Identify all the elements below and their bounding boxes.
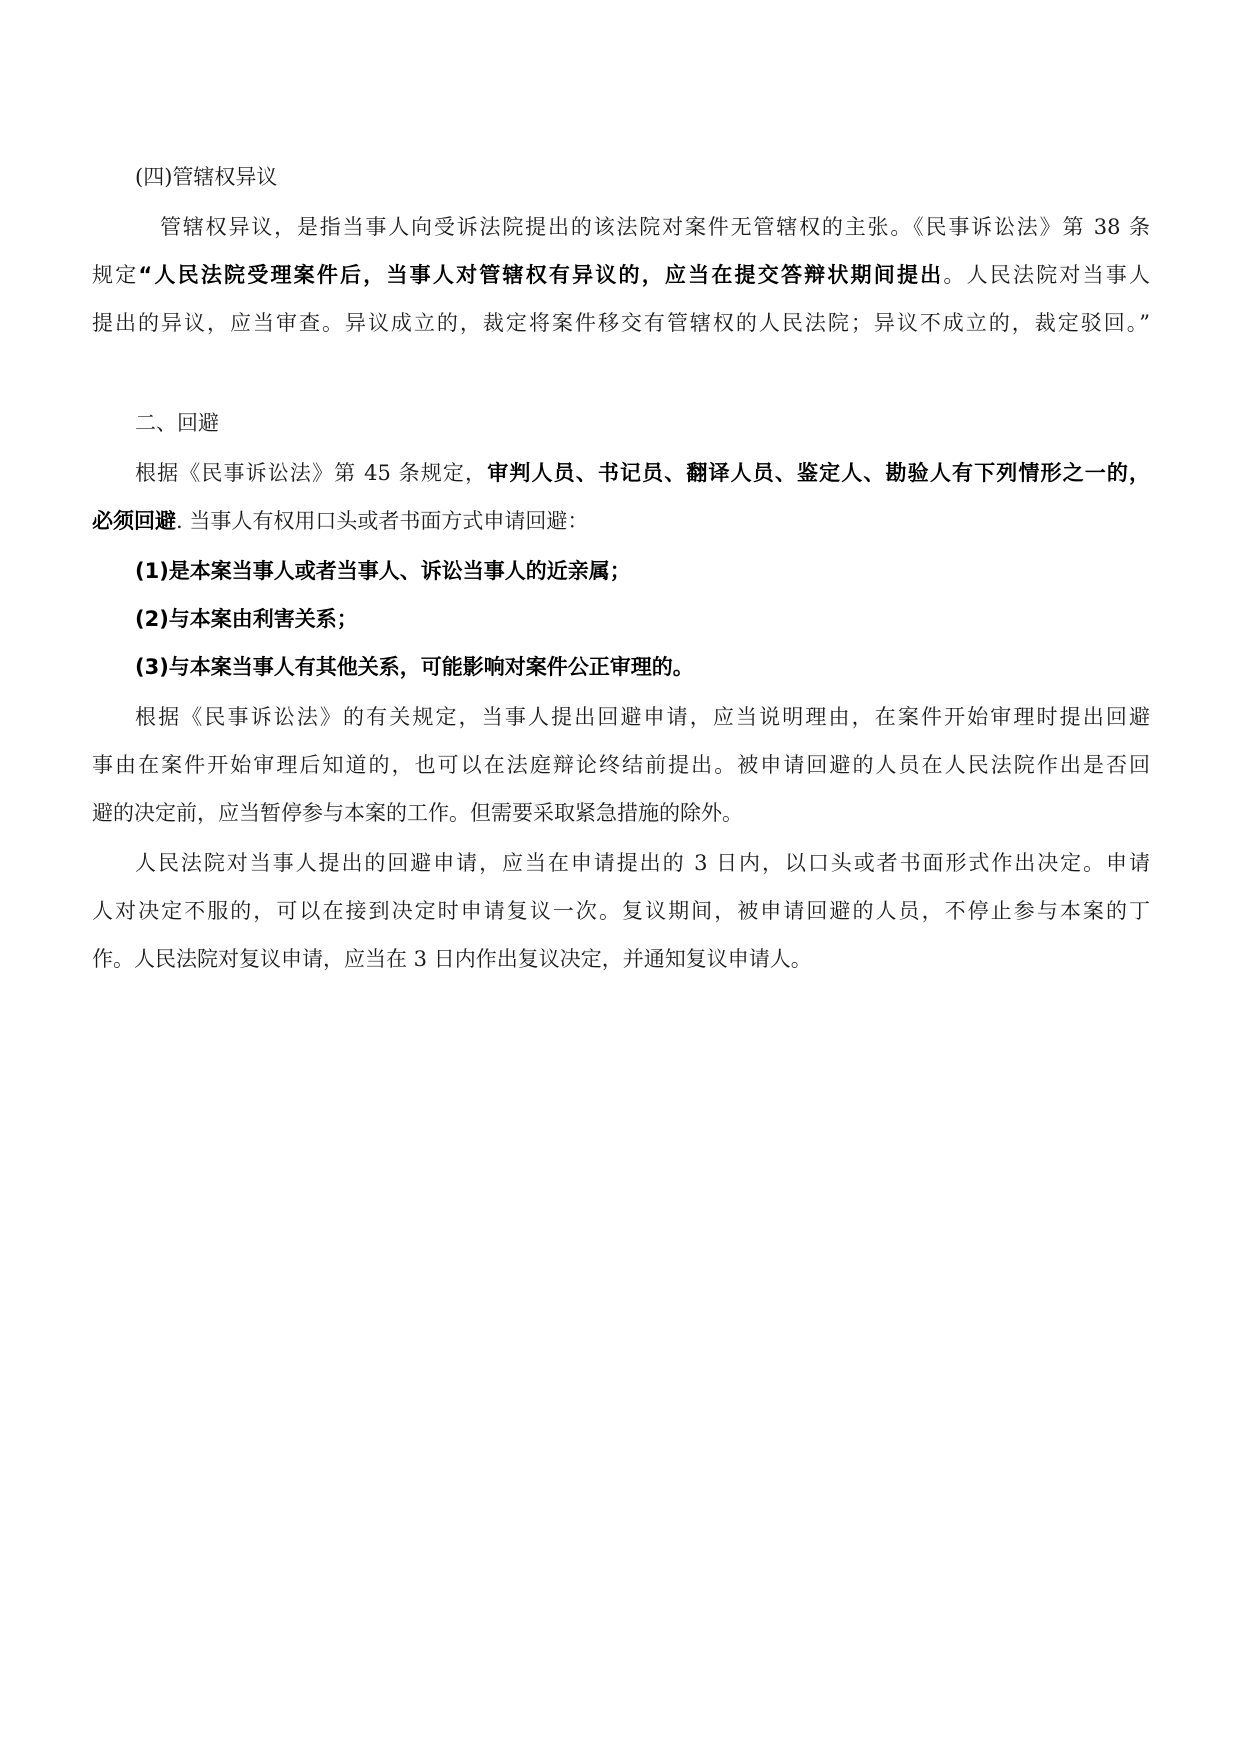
list-item: (1)是本案当事人或者当事人、诉讼当事人的近亲属；: [135, 559, 631, 583]
text-run: 规定: [92, 263, 139, 287]
text-run: 。人民法院对当事人: [943, 263, 1151, 287]
text-run: . 当事人有权用口头或者书面方式申请回避：: [176, 509, 589, 533]
paragraph-line: [92, 261, 1150, 289]
paragraph-line: 提出的异议，应当审查。异议成立的，裁定将案件移交有管辖权的人民法院；异议不成立的，裁定驳回。”: [92, 311, 1150, 335]
paragraph-line: 事由在案件开始审理后知道的，也可以在法庭辩论终结前提出。被申请回避的人员在人民法院作出是否回: [92, 753, 1150, 777]
paragraph-line: [135, 459, 1150, 487]
bold-quote: “人民法院受理案件后，当事人对管辖权有异议的，应当在提交答辩状期间提出: [138, 263, 944, 287]
paragraph-line: 人对决定不服的，可以在接到决定时申请复议一次。复议期间，被申请回避的人员，不停止参与本案的丁: [92, 899, 1150, 923]
section-heading-jurisdiction: (四)管辖权异议: [135, 165, 278, 189]
section-heading-recusal: 二、回避: [135, 411, 219, 435]
list-item: (2)与本案由利害关系；: [135, 607, 358, 631]
bold-text: 审判人员、书记员、翻译人员、鉴定人、勘验人有下列情形之一的，: [487, 461, 1151, 485]
text-run: 根据《民事诉讼法》第 45 条规定，: [135, 461, 488, 485]
bold-text: 必须回避: [92, 509, 176, 533]
paragraph-line: [92, 507, 588, 535]
paragraph-line: 作。人民法院对复议申请，应当在 3 日内作出复议决定，并通知复议申请人。: [92, 947, 812, 971]
paragraph-line: 人民法院对当事人提出的回避申请，应当在申请提出的 3 日内，以口头或者书面形式作出决定。申请: [135, 851, 1150, 875]
list-item: (3)与本案当事人有其他关系，可能影响对案件公正审理的。: [135, 655, 694, 679]
paragraph-line: 管辖权异议，是指当事人向受诉法院提出的该法院对案件无管辖权的主张。《民事诉讼法》第 38 条: [160, 215, 1150, 239]
paragraph-line: 根据《民事诉讼法》的有关规定，当事人提出回避申请，应当说明理由，在案件开始审理时提出回避: [135, 705, 1150, 729]
paragraph-line: 避的决定前，应当暂停参与本案的工作。但需要采取紧急措施的除外。: [92, 801, 743, 825]
